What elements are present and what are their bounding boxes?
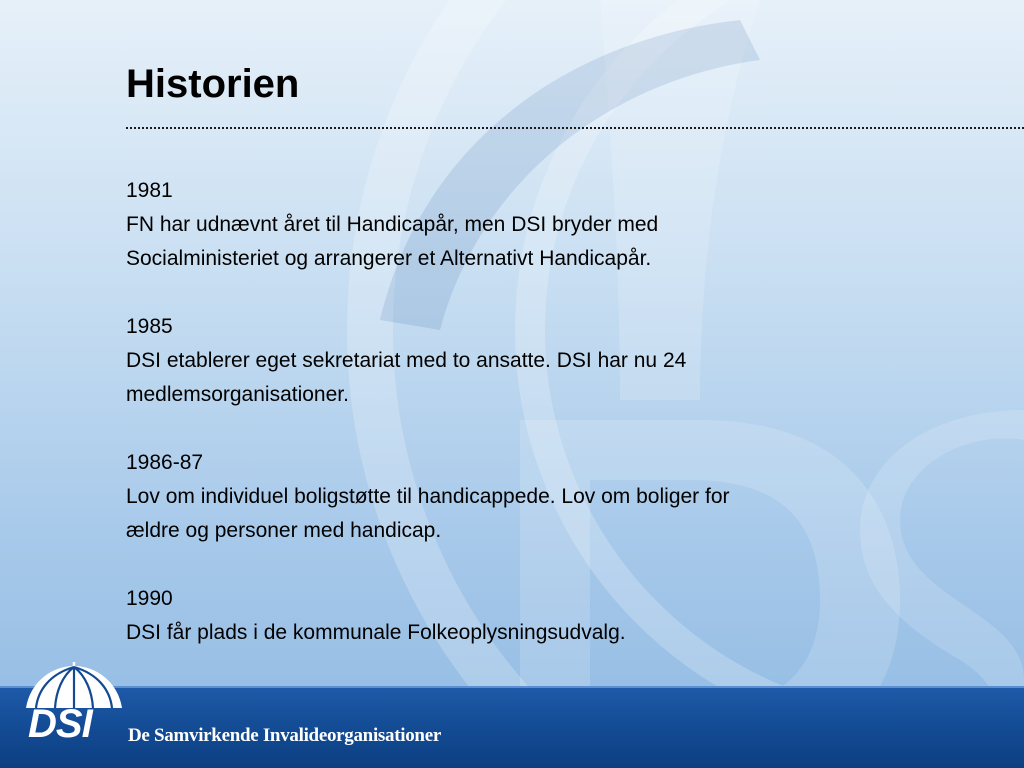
title-divider	[126, 127, 1024, 129]
history-entry-1986-87	[126, 446, 916, 548]
entry-year: 1986-87	[126, 451, 204, 474]
entry-year: 1990	[126, 587, 173, 610]
history-entry-1990	[126, 582, 916, 650]
entry-text-line: Lov om individuel boligstøtte til handicappede. Lov om boliger for	[126, 485, 730, 508]
entry-text-line: medlemsorganisationer.	[126, 383, 349, 406]
slide-title: Historien	[126, 62, 300, 106]
history-entry-1981	[126, 174, 916, 276]
entry-text-line: Socialministeriet og arrangerer et Alternativt Handicapår.	[126, 247, 652, 270]
dsi-logo-text: DSI	[28, 702, 92, 746]
history-list	[126, 174, 916, 684]
entry-year: 1981	[126, 179, 173, 202]
entry-year: 1985	[126, 315, 173, 338]
entry-text-line: ældre og personer med handicap.	[126, 519, 442, 542]
entry-text-line: DSI får plads i de kommunale Folkeoplysningsudvalg.	[126, 621, 626, 644]
entry-text-line: DSI etablerer eget sekretariat med to ansatte. DSI har nu 24	[126, 349, 687, 372]
entry-text-line: FN har udnævnt året til Handicapår, men DSI bryder med	[126, 213, 659, 236]
history-entry-1985	[126, 310, 916, 412]
organization-name: De Samvirkende Invalideorganisationer	[128, 725, 441, 746]
